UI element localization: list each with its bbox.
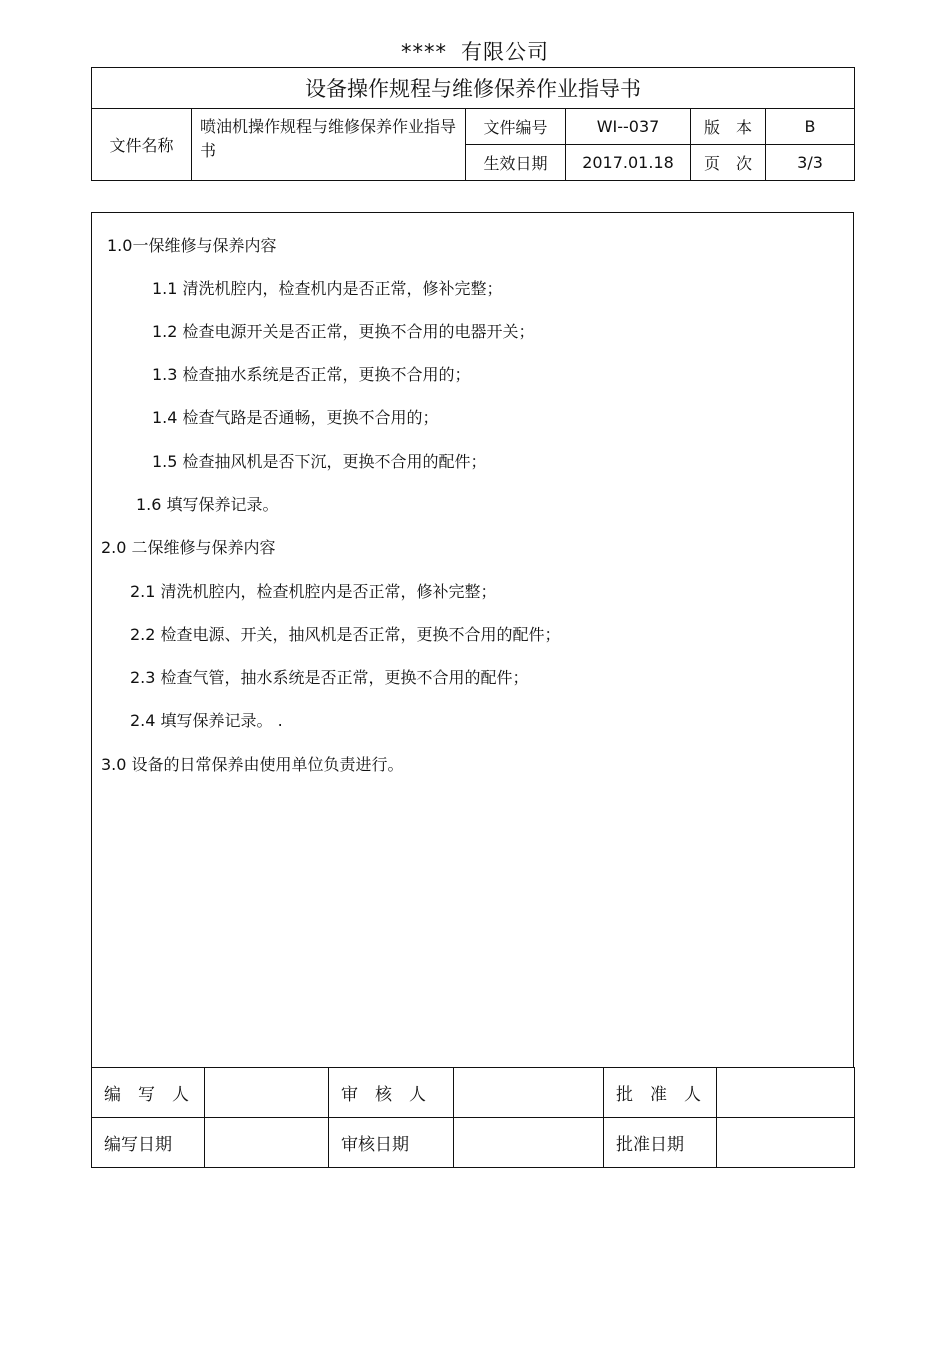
signature-table	[91, 1067, 855, 1168]
content-box	[91, 212, 854, 1068]
reviewer-field[interactable]	[454, 1068, 604, 1118]
company-heading	[0, 36, 950, 66]
header-table	[91, 67, 855, 181]
approver-date-field[interactable]	[717, 1118, 855, 1168]
item-1-6: 1.6 填写保养记录。	[136, 495, 279, 514]
item-2-1: 2.1 清洗机腔内，检查机腔内是否正常，修补完整；	[130, 582, 497, 601]
approver-label: 批 准 人	[604, 1068, 717, 1118]
version-label: 版 本	[691, 109, 766, 144]
doc-name-value: 喷油机操作规程与维修保养作业指导书	[192, 109, 466, 181]
section-2-heading: 2.0 二保维修与保养内容	[101, 538, 276, 557]
item-1-5: 1.5 检查抽风机是否下沉，更换不合用的配件；	[152, 452, 487, 471]
effective-date-value: 2017.01.18	[566, 144, 691, 180]
doc-no-label: 文件编号	[466, 109, 566, 144]
item-2-2: 2.2 检查电源、开关，抽风机是否正常，更换不合用的配件；	[130, 625, 561, 644]
item-1-4: 1.4 检查气路是否通畅，更换不合用的；	[152, 408, 439, 427]
item-2-3: 2.3 检查气管，抽水系统是否正常，更换不合用的配件；	[130, 668, 529, 687]
author-date-field[interactable]	[205, 1118, 329, 1168]
effective-date-label: 生效日期	[466, 144, 566, 180]
author-date-label: 编写日期	[92, 1118, 205, 1168]
version-value: B	[766, 109, 855, 144]
item-1-3: 1.3 检查抽水系统是否正常，更换不合用的；	[152, 365, 471, 384]
company-stars: ****	[401, 40, 447, 64]
doc-no-value: WI--037	[566, 109, 691, 144]
approver-field[interactable]	[717, 1068, 855, 1118]
item-1-2: 1.2 检查电源开关是否正常，更换不合用的电器开关；	[152, 322, 535, 341]
section-1-heading: 1.0一保维修与保养内容	[107, 236, 277, 255]
item-2-4: 2.4 填写保养记录。 .	[130, 711, 283, 730]
section-3-text: 3.0 设备的日常保养由使用单位负责进行。	[101, 755, 404, 774]
company-name: 有限公司	[461, 40, 549, 64]
document-title: 设备操作规程与维修保养作业指导书	[92, 68, 855, 109]
doc-name-label: 文件名称	[92, 109, 192, 181]
author-label: 编 写 人	[92, 1068, 205, 1118]
reviewer-date-label: 审核日期	[329, 1118, 454, 1168]
page-label: 页 次	[691, 144, 766, 180]
reviewer-date-field[interactable]	[454, 1118, 604, 1168]
author-field[interactable]	[205, 1068, 329, 1118]
item-1-1: 1.1 清洗机腔内，检查机内是否正常，修补完整；	[152, 279, 503, 298]
approver-date-label: 批准日期	[604, 1118, 717, 1168]
page-value: 3/3	[766, 144, 855, 180]
reviewer-label: 审 核 人	[329, 1068, 454, 1118]
